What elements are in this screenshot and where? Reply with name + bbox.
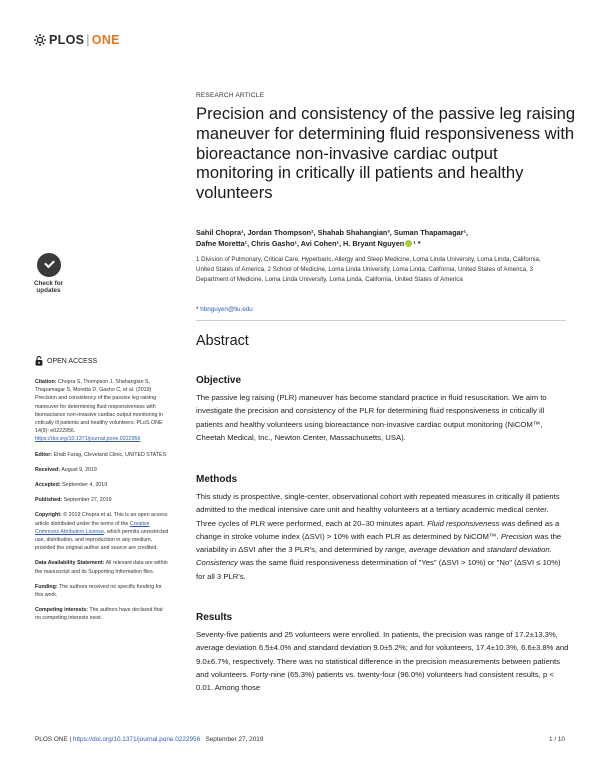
- logo-separator: |: [86, 33, 90, 47]
- results-heading: Results: [196, 612, 233, 623]
- abstract-heading: Abstract: [196, 333, 249, 349]
- orcid-icon[interactable]: [405, 240, 412, 247]
- results-text: Seventy-five patients and 25 volunteers were enrolled. In patients, the precision was range of 17.2±13.3%, average deviation 6.5±4.0% and standard deviation 9.0±5.2%; and for volunteers, 17.4±10.3%, 6.6±3.8% and 9.0±6.7%, respectively. There was no statistical difference in the precision measurements between patients and volunteers. Forty-nine (65.3%) patients vs. twenty-four (96.0%) volunteers had consistent results, p < 0.01. Among those: [196, 630, 569, 693]
- logo-journal: ONE: [91, 33, 120, 47]
- footer-doi-link[interactable]: https://doi.org/10.1371/journal.pone.0222956: [72, 736, 201, 743]
- authors-line-2-marks: ¹ *: [413, 239, 421, 248]
- authors-line-2: Dafne Moretta¹, Chris Gasho¹, Avi Cohen¹, H. Bryant Nguyen: [196, 239, 405, 248]
- check-icon: [37, 253, 61, 277]
- authors-line-1: Sahil Chopra¹, Jordan Thompson², Shahab Shahangian³, Suman Thapamagar¹,: [196, 228, 469, 237]
- author-list: [196, 227, 566, 249]
- footer-separator: |: [69, 736, 72, 743]
- article-type: RESEARCH ARTICLE: [196, 92, 265, 99]
- page-footer: [35, 736, 565, 743]
- methods-text: This study is prospective, single-center, observational cohort with repeated measures in critically ill patients admitted to the medical intensive care unit and healthy volunteers at a tertiary academic medical center. Three cycles of PLR were performed, each at 20–30 minutes apart. Fluid responsiveness was defined as a change in stroke volume index (ΔSVI) > 10% with each PLR as determined by NiCOM™. Precision was the variability in ΔSVI after the 3 PLR's, and determined by range, average deviation and standard deviation. Consistency was the same fluid responsiveness determination of "Yes" (ΔSVI > 10%) or "No" (ΔSVI ≤ 10%) for all 3 PLR's.: [196, 492, 562, 581]
- received-block: Received: August 9, 2019: [35, 466, 97, 473]
- citation-doi-link[interactable]: https://doi.org/10.1371/journal.pone.0222956: [35, 436, 141, 443]
- published-block: Published: September 27, 2019: [35, 497, 112, 504]
- article-metadata-sidebar: [35, 378, 170, 630]
- plos-one-logo[interactable]: [34, 33, 120, 47]
- footer-date: September 27, 2019: [205, 736, 264, 743]
- affiliations: 1 Division of Pulmonary, Critical Care, Hyperbaric, Allergy and Sleep Medicine, Loma Linda University, Loma Linda, California, United States of America, 2 School of Medicine, Loma Linda University, Loma Linda, California, United States of America, 3 Department of Medicine, Loma Linda University, Loma Linda, California, United States of America: [196, 256, 541, 283]
- article-title: Precision and consistency of the passive leg raising maneuver for determining fluid responsiveness with bioreactance non-invasive cardiac output monitoring in critically ill patients and healthy volunteers: [196, 104, 576, 203]
- data-availability-block: Data Availability Statement: All relevant data are within the manuscript and its Supporting Information files.: [35, 560, 168, 575]
- footer-journal: PLOS ONE: [35, 736, 68, 743]
- competing-interests-block: Competing interests: The authors have declared that no competing interests exist.: [35, 607, 163, 622]
- objective-text: The passive leg raising (PLR) maneuver has become standard practice in fluid resuscitation. We aim to investigate the precision and consistency of the PLR for determining fluid responsiveness in critically ill patients and healthy volunteers using bioreactance non-invasive cardiac output monitoring (NiCOM™, Cheetah Medical, Inc., Newton Center, Massachusetts, USA).: [196, 393, 547, 442]
- corresponding-email: [196, 306, 253, 313]
- check-for-updates-badge[interactable]: [31, 253, 66, 301]
- methods-heading: Methods: [196, 474, 238, 485]
- funding-block: Funding: The authors received no specific funding for this work.: [35, 583, 162, 599]
- citation-block: Citation: Chopra S, Thompson J, Shahangian S, Thapamagar S, Moretta D, Gasho C, et al. (2019) Precision and consistency of the passive leg raising maneuver for determining fluid responsiveness with bioreactance non-invasive cardiac output monitoring in critically ill patients and healthy volunteers. PLoS ONE 14(9): e0222956. https://doi.org/10.1371/journal.pone.0222956: [35, 379, 164, 443]
- copyright-block: Copyright: © 2019 Chopra et al. This is an open access article distributed under the terms of the Creative Commons Attribution License, which permits unrestricted use, distribution, and reproduction in any medium, provided the original author and source are credited.: [35, 512, 169, 552]
- plos-sun-icon: [34, 34, 46, 46]
- check-updates-label: Check for updates: [33, 280, 64, 295]
- email-link[interactable]: hbnguyen@llu.edu: [200, 306, 253, 313]
- editor-block: Editor: Ehab Farag, Cleveland Clinic, UNITED STATES: [35, 451, 167, 458]
- page-number: 1 / 10: [549, 736, 565, 743]
- open-lock-icon: [35, 356, 43, 366]
- cc-license-link[interactable]: Creative Commons Attribution License: [35, 520, 150, 535]
- email-marker: *: [196, 306, 199, 313]
- objective-heading: Objective: [196, 375, 242, 386]
- header-divider: [196, 320, 566, 321]
- accepted-block: Accepted: September 4, 2019: [35, 482, 108, 489]
- open-access-label: OPEN ACCESS: [47, 357, 98, 365]
- logo-brand: PLOS: [49, 33, 85, 47]
- open-access: [35, 356, 97, 366]
